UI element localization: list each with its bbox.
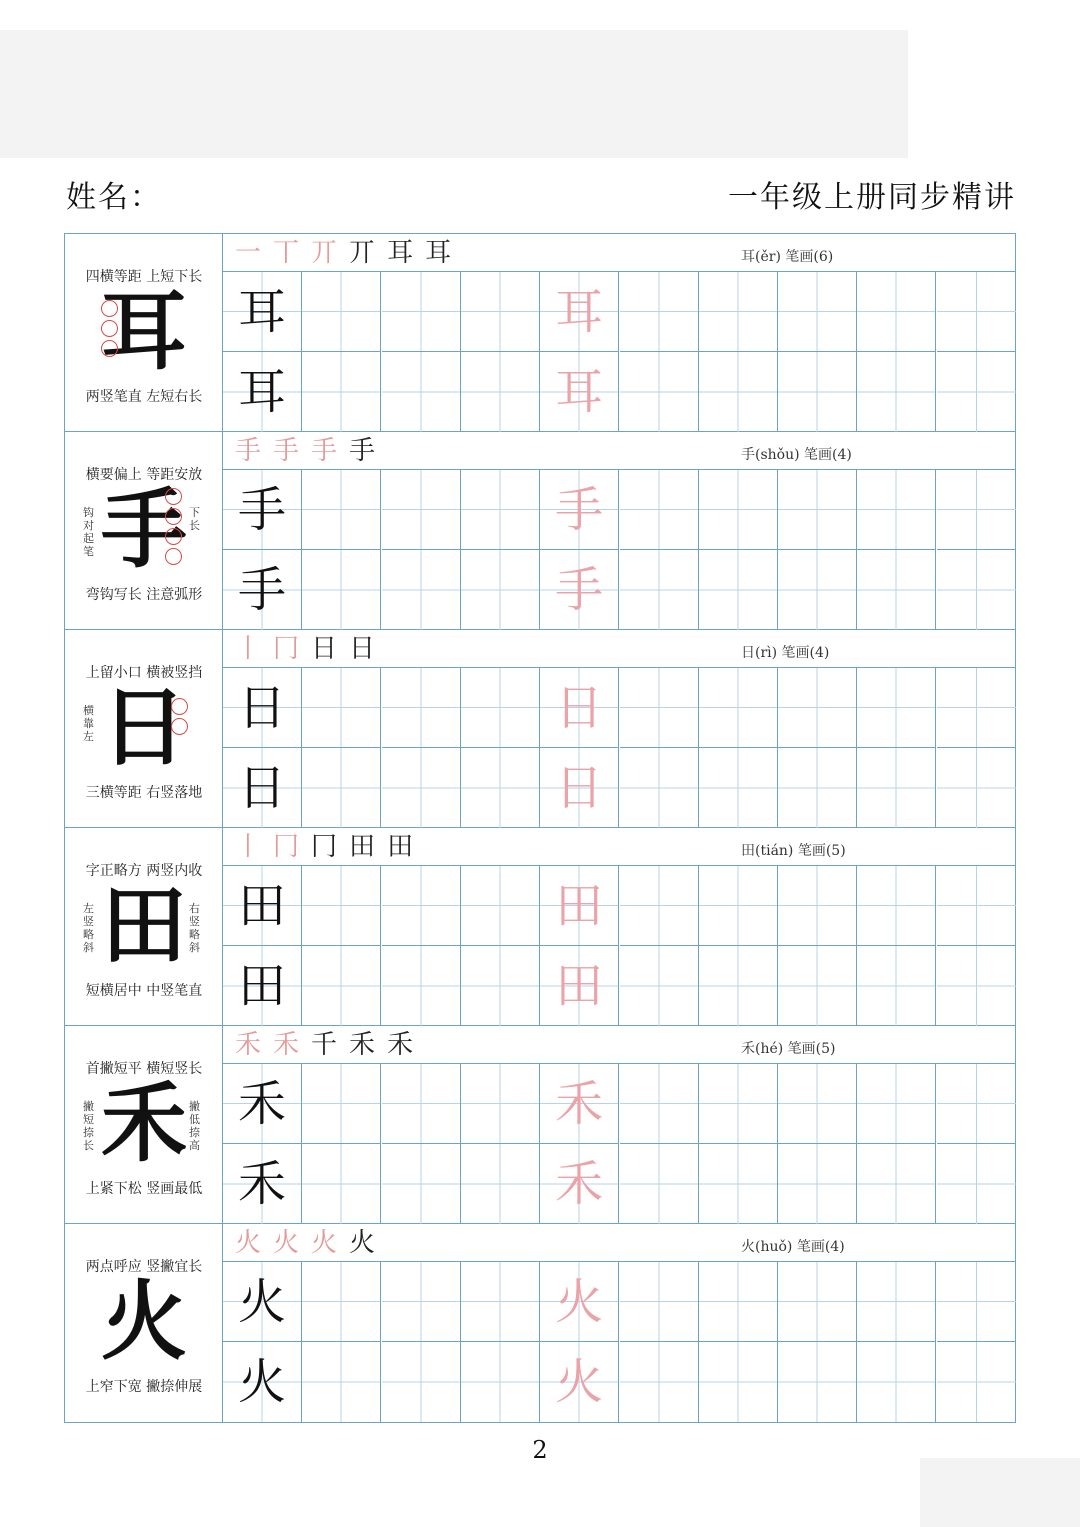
writing-cell[interactable] [620,352,699,432]
side-note-right: 撇低捺高 [189,1100,200,1152]
example-character: 手 [101,479,187,580]
writing-cell[interactable] [937,272,1016,352]
writing-cell[interactable] [699,668,778,748]
blank-corner-band [920,1458,1080,1527]
writing-cell[interactable] [620,1262,699,1342]
writing-cell[interactable] [382,1342,461,1422]
character-block [65,630,1015,828]
writing-cell[interactable] [778,946,857,1026]
model-character: 火 [237,1354,286,1410]
stroke-step: 火 [273,1228,300,1258]
character-block [65,234,1015,432]
writing-cell[interactable] [382,272,461,352]
writing-cell[interactable] [857,470,936,550]
trace-character: 田 [555,878,604,934]
stroke-step: 手 [349,436,376,466]
writing-cell[interactable] [937,668,1016,748]
tip-top: 横要偏上 等距安放 [85,467,203,483]
trace-character: 火 [555,1354,604,1410]
writing-cell[interactable] [382,866,461,946]
example-character: 田 [101,875,187,976]
model-character: 手 [237,482,286,538]
writing-cell[interactable] [382,748,461,828]
writing-cell[interactable] [699,352,778,432]
model-character: 日 [237,680,286,736]
example-character: 火 [101,1271,187,1372]
stroke-step: 田 [387,832,414,862]
stroke-step: 丌 [311,238,338,268]
model-character: 日 [237,760,286,816]
writing-cell[interactable] [540,668,619,748]
writing-cell[interactable] [302,352,381,432]
stroke-step: 手 [235,436,262,466]
writing-grid [223,866,1015,1025]
writing-cell[interactable] [302,1262,381,1342]
blank-header-band [0,30,908,158]
stroke-step: 耳 [387,238,414,268]
stroke-step: 手 [273,436,300,466]
writing-cell[interactable] [699,1262,778,1342]
stroke-order-row [223,1224,1015,1262]
writing-cell[interactable] [620,748,699,828]
writing-cell[interactable] [778,1342,857,1422]
writing-grid [223,272,1015,431]
writing-cell[interactable] [699,1144,778,1224]
writing-cell[interactable] [699,550,778,630]
writing-tip-panel [65,432,223,629]
writing-cell[interactable] [778,1064,857,1144]
stroke-order-row [223,1026,1015,1064]
writing-cell[interactable] [382,1262,461,1342]
writing-cell[interactable] [540,946,619,1026]
writing-cell[interactable] [461,1262,540,1342]
model-character: 耳 [237,284,286,340]
trace-character: 日 [555,680,604,736]
stroke-step: 火 [349,1228,376,1258]
practice-sheet [64,233,1016,1423]
writing-cell[interactable] [382,668,461,748]
writing-cell[interactable] [778,866,857,946]
tip-bottom: 两竖笔直 左短右长 [85,389,203,405]
example-character: 耳 [101,281,187,382]
writing-tip-panel [65,828,223,1025]
writing-cell[interactable] [223,1064,302,1144]
writing-cell[interactable] [778,470,857,550]
writing-cell[interactable] [937,946,1016,1026]
stroke-step: 田 [349,832,376,862]
writing-cell[interactable] [857,668,936,748]
writing-grid [223,668,1015,827]
writing-cell[interactable] [857,1262,936,1342]
stroke-step: 禾 [349,1030,376,1060]
writing-cell[interactable] [620,1144,699,1224]
stroke-step: 冂 [311,832,338,862]
writing-cell[interactable] [699,1342,778,1422]
writing-cell[interactable] [382,550,461,630]
trace-character: 禾 [555,1076,604,1132]
tip-bottom: 短横居中 中竖笔直 [85,983,203,999]
guide-circle [171,718,188,735]
writing-grid [223,1064,1015,1223]
side-note-left: 钩对起笔 [83,506,94,558]
writing-cell[interactable] [302,550,381,630]
trace-character: 田 [555,958,604,1014]
writing-cell[interactable] [540,1064,619,1144]
writing-cell[interactable] [223,946,302,1026]
example-character: 禾 [101,1073,187,1174]
model-character: 火 [237,1274,286,1330]
character-info: 禾(hé) 笔画(5) [741,1041,836,1057]
writing-cell[interactable] [223,550,302,630]
writing-cell[interactable] [382,1144,461,1224]
character-info: 田(tián) 笔画(5) [741,843,846,859]
writing-cell[interactable] [699,748,778,828]
writing-cell[interactable] [620,550,699,630]
stroke-step: 冂 [273,634,300,664]
writing-cell[interactable] [540,1144,619,1224]
writing-cell[interactable] [302,866,381,946]
writing-cell[interactable] [223,866,302,946]
stroke-step: 丨 [235,832,262,862]
trace-character: 耳 [555,284,604,340]
writing-cell[interactable] [302,1342,381,1422]
writing-cell[interactable] [857,946,936,1026]
stroke-step: 冂 [273,832,300,862]
tip-top: 上留小口 横被竖挡 [85,665,203,681]
guide-circle [101,320,118,337]
writing-cell[interactable] [699,1064,778,1144]
writing-cell[interactable] [778,1262,857,1342]
writing-cell[interactable] [857,352,936,432]
stroke-sequence [235,832,425,862]
writing-cell[interactable] [382,470,461,550]
writing-cell[interactable] [540,748,619,828]
stroke-step: 禾 [235,1030,262,1060]
writing-cell[interactable] [937,1262,1016,1342]
writing-cell[interactable] [461,1144,540,1224]
writing-cell[interactable] [223,352,302,432]
writing-cell[interactable] [857,1144,936,1224]
writing-cell[interactable] [540,550,619,630]
character-block [65,1026,1015,1224]
writing-cell[interactable] [223,668,302,748]
stroke-step: 火 [311,1228,338,1258]
tip-top: 四横等距 上短下长 [85,269,203,285]
guide-circles [165,488,185,568]
writing-cell[interactable] [302,668,381,748]
character-info: 火(huǒ) 笔画(4) [741,1239,845,1255]
stroke-sequence [235,1228,387,1258]
character-block [65,1224,1015,1422]
stroke-step: 千 [311,1030,338,1060]
writing-cell[interactable] [937,470,1016,550]
writing-cell[interactable] [699,272,778,352]
writing-cell[interactable] [223,1262,302,1342]
writing-cell[interactable] [699,946,778,1026]
guide-circle [165,528,182,545]
tip-top: 字正略方 两竖内收 [85,863,203,879]
model-character: 手 [237,562,286,618]
side-note-left: 横靠左 [83,704,94,743]
writing-cell[interactable] [461,1342,540,1422]
writing-cell[interactable] [620,470,699,550]
trace-character: 耳 [555,364,604,420]
writing-cell[interactable] [223,1342,302,1422]
tip-bottom: 弯钩写长 注意弧形 [85,587,203,603]
writing-grid [223,470,1015,629]
guide-circle [165,488,182,505]
side-note-right: 下长 [189,506,200,532]
model-character: 耳 [237,364,286,420]
stroke-step: 禾 [387,1030,414,1060]
writing-cell[interactable] [461,748,540,828]
writing-tip-panel [65,1224,223,1422]
writing-cell[interactable] [620,1342,699,1422]
writing-cell[interactable] [382,352,461,432]
stroke-order-row [223,828,1015,866]
writing-cell[interactable] [223,1144,302,1224]
name-label: 姓名： [66,180,162,215]
character-info: 耳(ěr) 笔画(6) [741,249,834,265]
side-note-left: 撇短捺长 [83,1100,94,1152]
writing-cell[interactable] [461,668,540,748]
tip-top: 首撇短平 横短竖长 [85,1061,203,1077]
model-character: 田 [237,878,286,934]
stroke-step: 丅 [273,238,300,268]
tip-bottom: 三横等距 右竖落地 [85,785,203,801]
writing-cell[interactable] [461,550,540,630]
stroke-step: 日 [349,634,376,664]
stroke-step: 一 [235,238,262,268]
writing-cell[interactable] [540,1342,619,1422]
side-note-left: 左竖略斜 [83,902,94,954]
guide-circle [101,340,118,357]
writing-cell[interactable] [461,1064,540,1144]
writing-cell[interactable] [778,352,857,432]
example-character: 日 [101,677,187,778]
writing-cell[interactable] [223,470,302,550]
writing-cell[interactable] [857,550,936,630]
writing-cell[interactable] [857,1064,936,1144]
writing-cell[interactable] [778,1144,857,1224]
writing-cell[interactable] [699,470,778,550]
writing-cell[interactable] [302,1144,381,1224]
writing-cell[interactable] [778,748,857,828]
trace-character: 手 [555,482,604,538]
writing-cell[interactable] [461,272,540,352]
writing-tip-panel [65,234,223,431]
trace-character: 禾 [555,1156,604,1212]
guide-circle [171,698,188,715]
writing-cell[interactable] [620,272,699,352]
writing-cell[interactable] [540,470,619,550]
writing-cell[interactable] [302,946,381,1026]
trace-character: 手 [555,562,604,618]
character-block [65,828,1015,1026]
stroke-order-row [223,234,1015,272]
writing-cell[interactable] [540,272,619,352]
writing-cell[interactable] [302,748,381,828]
stroke-sequence [235,634,387,664]
writing-cell[interactable] [778,668,857,748]
character-info: 手(shǒu) 笔画(4) [741,447,852,463]
writing-cell[interactable] [461,866,540,946]
writing-cell[interactable] [540,352,619,432]
guide-circles [101,300,121,360]
writing-cell[interactable] [302,1064,381,1144]
model-character: 田 [237,958,286,1014]
stroke-order-row [223,630,1015,668]
writing-cell[interactable] [223,748,302,828]
stroke-step: 丌 [349,238,376,268]
guide-circle [165,508,182,525]
model-character: 禾 [237,1076,286,1132]
writing-cell[interactable] [620,1064,699,1144]
guide-circle [165,548,182,565]
writing-cell[interactable] [937,1144,1016,1224]
writing-cell[interactable] [857,1342,936,1422]
side-note-right: 右竖略斜 [189,902,200,954]
tip-bottom: 上紧下松 竖画最低 [85,1181,203,1197]
writing-cell[interactable] [857,748,936,828]
writing-cell[interactable] [937,1064,1016,1144]
tip-top: 两点呼应 竖撇宜长 [85,1259,203,1275]
stroke-step: 耳 [425,238,452,268]
writing-tip-panel [65,630,223,827]
writing-cell[interactable] [461,352,540,432]
writing-cell[interactable] [461,470,540,550]
writing-cell[interactable] [778,272,857,352]
writing-cell[interactable] [620,946,699,1026]
stroke-step: 日 [311,634,338,664]
writing-cell[interactable] [937,352,1016,432]
writing-cell[interactable] [382,946,461,1026]
tip-bottom: 上窄下宽 撇捺伸展 [85,1379,203,1395]
character-block [65,432,1015,630]
stroke-step: 丨 [235,634,262,664]
writing-cell[interactable] [620,668,699,748]
writing-cell[interactable] [937,1342,1016,1422]
writing-cell[interactable] [857,272,936,352]
trace-character: 日 [555,760,604,816]
writing-cell[interactable] [937,866,1016,946]
writing-cell[interactable] [857,866,936,946]
writing-cell[interactable] [699,866,778,946]
writing-cell[interactable] [461,946,540,1026]
writing-cell[interactable] [302,470,381,550]
guide-circle [101,300,118,317]
book-title: 一年级上册同步精讲 [728,180,1016,215]
writing-grid [223,1262,1015,1422]
writing-cell[interactable] [620,866,699,946]
writing-cell[interactable] [223,272,302,352]
stroke-sequence [235,1030,425,1060]
model-character: 禾 [237,1156,286,1212]
guide-circles [171,698,191,738]
character-info: 日(rì) 笔画(4) [741,645,830,661]
trace-character: 火 [555,1274,604,1330]
stroke-step: 手 [311,436,338,466]
writing-cell[interactable] [937,748,1016,828]
writing-cell[interactable] [302,272,381,352]
writing-cell[interactable] [540,1262,619,1342]
stroke-sequence [235,436,387,466]
writing-cell[interactable] [778,550,857,630]
stroke-step: 火 [235,1228,262,1258]
stroke-sequence [235,238,463,268]
stroke-step: 禾 [273,1030,300,1060]
writing-cell[interactable] [937,550,1016,630]
writing-tip-panel [65,1026,223,1223]
writing-cell[interactable] [382,1064,461,1144]
stroke-order-row [223,432,1015,470]
writing-cell[interactable] [540,866,619,946]
page-number: 2 [532,1436,548,1464]
